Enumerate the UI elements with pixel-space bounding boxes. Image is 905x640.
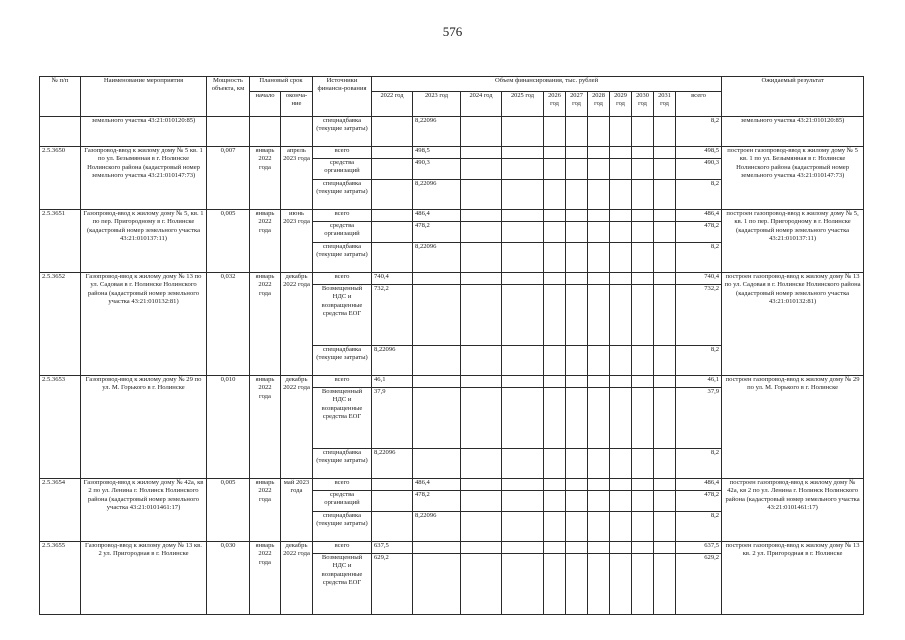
header-volume: Объем финансирования, тыс. рублей bbox=[372, 77, 722, 92]
cell-empty bbox=[654, 273, 676, 285]
cell-empty bbox=[502, 512, 544, 542]
cell-value bbox=[372, 210, 413, 222]
cell-empty bbox=[461, 554, 502, 615]
cell-total: 37,9 bbox=[676, 388, 722, 449]
table-row bbox=[40, 210, 864, 222]
cell-empty bbox=[544, 159, 566, 180]
cell-empty bbox=[544, 243, 566, 273]
cell-empty bbox=[632, 376, 654, 388]
cell-empty bbox=[610, 479, 632, 491]
cell-empty bbox=[544, 180, 566, 210]
cell-empty bbox=[502, 222, 544, 243]
cell-empty bbox=[632, 512, 654, 542]
cell-empty bbox=[461, 388, 502, 449]
cell-empty bbox=[502, 147, 544, 159]
cell-num: 2.5.3652 bbox=[40, 273, 81, 376]
cell-empty bbox=[566, 376, 588, 388]
cell-total: 629,2 bbox=[676, 554, 722, 615]
cell-empty bbox=[588, 554, 610, 615]
cell-value bbox=[413, 388, 461, 449]
cell-empty bbox=[588, 388, 610, 449]
cell-value bbox=[372, 180, 413, 210]
cell-value: 8,22096 bbox=[413, 180, 461, 210]
cell-empty bbox=[566, 479, 588, 491]
header-result: Ожидаемый результат bbox=[722, 77, 864, 117]
cell-name: Газопровод-ввод к жилому дому № 13 кв. 2 ул. Пригородная в г. Нолинске bbox=[81, 542, 207, 615]
header-year: 2028 год bbox=[588, 92, 610, 117]
cell-source: спецнадбавка (текущие затраты) bbox=[313, 449, 372, 479]
cell-empty bbox=[566, 159, 588, 180]
cell-empty bbox=[544, 273, 566, 285]
cell-empty bbox=[654, 376, 676, 388]
cell-name: земельного участка 43:21:010120:85) bbox=[81, 117, 207, 147]
cell-empty bbox=[566, 210, 588, 222]
table-row bbox=[40, 479, 864, 491]
cell-empty bbox=[654, 147, 676, 159]
cell-value bbox=[372, 479, 413, 491]
cell-source: спецнадбавка (текущие затраты) bbox=[313, 512, 372, 542]
cell-source: всего bbox=[313, 273, 372, 285]
cell-empty bbox=[461, 479, 502, 491]
cell-empty bbox=[632, 542, 654, 554]
cell-empty bbox=[544, 512, 566, 542]
cell-start: январь 2022 года bbox=[250, 479, 281, 542]
cell-empty bbox=[566, 512, 588, 542]
cell-value: 37,9 bbox=[372, 388, 413, 449]
table-row bbox=[40, 117, 864, 147]
cell-empty bbox=[588, 491, 610, 512]
cell-source: Возмещенный НДС и возвращенные средства ЕОГ bbox=[313, 388, 372, 449]
cell-empty bbox=[461, 512, 502, 542]
cell-empty bbox=[588, 449, 610, 479]
cell-empty bbox=[654, 222, 676, 243]
cell-empty bbox=[588, 159, 610, 180]
cell-empty bbox=[632, 243, 654, 273]
cell-value bbox=[372, 222, 413, 243]
cell-empty bbox=[544, 554, 566, 615]
header-capacity: Мощность объекта, км bbox=[207, 77, 250, 117]
cell-empty bbox=[632, 388, 654, 449]
cell-start: январь 2022 года bbox=[250, 210, 281, 273]
cell-empty bbox=[566, 273, 588, 285]
cell-value: 8,22096 bbox=[413, 512, 461, 542]
cell-empty bbox=[632, 491, 654, 512]
cell-empty bbox=[632, 554, 654, 615]
cell-source: всего bbox=[313, 210, 372, 222]
cell-empty bbox=[632, 285, 654, 346]
cell-empty bbox=[610, 222, 632, 243]
cell-source: спецнадбавка (текущие затраты) bbox=[313, 180, 372, 210]
cell-total: 486,4 bbox=[676, 479, 722, 491]
cell-empty bbox=[544, 210, 566, 222]
cell-total: 8,2 bbox=[676, 243, 722, 273]
cell-empty bbox=[610, 491, 632, 512]
header-year: 2024 год bbox=[461, 92, 502, 117]
cell-empty bbox=[632, 222, 654, 243]
cell-capacity: 0,007 bbox=[207, 147, 250, 210]
cell-source: спецнадбавка (текущие затраты) bbox=[313, 117, 372, 147]
cell-empty bbox=[566, 243, 588, 273]
cell-empty bbox=[544, 388, 566, 449]
cell-empty bbox=[610, 346, 632, 376]
cell-start: январь 2022 года bbox=[250, 147, 281, 210]
cell-num: 2.5.3655 bbox=[40, 542, 81, 615]
cell-empty bbox=[502, 210, 544, 222]
cell-value bbox=[372, 243, 413, 273]
cell-total: 740,4 bbox=[676, 273, 722, 285]
table-row bbox=[40, 147, 864, 159]
cell-end: декабрь 2022 года bbox=[281, 376, 313, 479]
header-year: 2030 год bbox=[632, 92, 654, 117]
cell-empty bbox=[588, 512, 610, 542]
cell-empty bbox=[544, 542, 566, 554]
cell-total: 46,1 bbox=[676, 376, 722, 388]
cell-value: 490,3 bbox=[413, 159, 461, 180]
cell-start: январь 2022 года bbox=[250, 542, 281, 615]
header-name: Наименование мероприятия bbox=[81, 77, 207, 117]
cell-empty bbox=[544, 479, 566, 491]
cell-total: 8,2 bbox=[676, 512, 722, 542]
cell-empty bbox=[654, 512, 676, 542]
cell-source: средства организаций bbox=[313, 159, 372, 180]
cell-empty bbox=[502, 180, 544, 210]
cell-empty bbox=[632, 147, 654, 159]
cell-value: 732,2 bbox=[372, 285, 413, 346]
table-row bbox=[40, 376, 864, 388]
cell-empty bbox=[654, 285, 676, 346]
cell-empty bbox=[610, 210, 632, 222]
cell-value bbox=[372, 491, 413, 512]
cell-empty bbox=[588, 147, 610, 159]
header-year: 2031 год bbox=[654, 92, 676, 117]
cell-result: построен газопровод-ввод к жилому дому № 5 кв. 1 по ул. Безымянная в г. Нолинске Нолинского района (кадастровый номер земельного участка 43:21:010147:73) bbox=[722, 147, 864, 210]
cell-name: Газопровод-ввод к жилому дому № 13 по ул. Садовая в г. Нолинске Нолинского района (кадастровый номер земельного участка 43:21:010132:81) bbox=[81, 273, 207, 376]
cell-source: спецнадбавка (текущие затраты) bbox=[313, 243, 372, 273]
cell-total: 490,3 bbox=[676, 159, 722, 180]
cell-empty bbox=[461, 285, 502, 346]
cell-value: 8,22096 bbox=[372, 346, 413, 376]
cell-empty bbox=[632, 449, 654, 479]
cell-empty bbox=[502, 449, 544, 479]
page-number: 576 bbox=[442, 24, 463, 39]
cell-source: спецнадбавка (текущие затраты) bbox=[313, 346, 372, 376]
cell-empty bbox=[610, 554, 632, 615]
cell-empty bbox=[461, 243, 502, 273]
cell-empty bbox=[654, 243, 676, 273]
cell-empty bbox=[544, 449, 566, 479]
cell-value: 486,4 bbox=[413, 479, 461, 491]
cell-value: 478,2 bbox=[413, 222, 461, 243]
cell-empty bbox=[461, 491, 502, 512]
cell-end: апрель 2023 года bbox=[281, 147, 313, 210]
cell-empty bbox=[610, 180, 632, 210]
cell-empty bbox=[654, 159, 676, 180]
cell-end: декабрь 2022 года bbox=[281, 542, 313, 615]
cell-empty bbox=[566, 388, 588, 449]
cell-empty bbox=[632, 159, 654, 180]
cell-source: всего bbox=[313, 147, 372, 159]
cell-start: январь 2022 года bbox=[250, 376, 281, 479]
cell-empty bbox=[588, 180, 610, 210]
cell-value: 46,1 bbox=[372, 376, 413, 388]
header-end: оконча-ние bbox=[281, 92, 313, 117]
cell-empty bbox=[566, 554, 588, 615]
cell-empty bbox=[632, 479, 654, 491]
header-year: 2025 год bbox=[502, 92, 544, 117]
cell-empty bbox=[632, 210, 654, 222]
cell-result: построен газопровод-ввод к жилому дому № 42а, кв 2 по ул. Ленина г. Нолинск Нолинского района (кадастровый номер земельного участка 43:21:0101461:17) bbox=[722, 479, 864, 542]
cell-total: 8,2 bbox=[676, 180, 722, 210]
cell-value: 740,4 bbox=[372, 273, 413, 285]
header-planned-term: Плановый срок bbox=[250, 77, 313, 92]
cell-empty bbox=[461, 449, 502, 479]
cell-empty bbox=[588, 346, 610, 376]
cell-total: 486,4 bbox=[676, 210, 722, 222]
cell-capacity: 0,032 bbox=[207, 273, 250, 376]
cell-value bbox=[413, 346, 461, 376]
cell-value bbox=[413, 449, 461, 479]
cell-result: построен газопровод-ввод к жилому дому № 13 по ул. Садовая в г. Нолинске Нолинского района (кадастровый номер земельного участка 43:21:010132:81) bbox=[722, 273, 864, 376]
cell-empty bbox=[654, 491, 676, 512]
header-year: 2026 год bbox=[544, 92, 566, 117]
cell-empty bbox=[461, 376, 502, 388]
cell-empty bbox=[544, 147, 566, 159]
cell-result: построен газопровод-ввод к жилому дому № 29 по ул. М. Горького в г. Нолинске bbox=[722, 376, 864, 479]
cell-empty bbox=[654, 388, 676, 449]
cell-empty bbox=[502, 479, 544, 491]
cell-empty bbox=[610, 243, 632, 273]
cell-end: декабрь 2022 года bbox=[281, 273, 313, 376]
cell-value bbox=[413, 376, 461, 388]
cell-empty bbox=[610, 388, 632, 449]
cell-empty bbox=[502, 346, 544, 376]
cell-capacity: 0,010 bbox=[207, 376, 250, 479]
cell-empty bbox=[502, 542, 544, 554]
cell-empty bbox=[502, 388, 544, 449]
cell-value: 637,5 bbox=[372, 542, 413, 554]
table-row bbox=[40, 542, 864, 554]
cell-empty bbox=[610, 273, 632, 285]
cell-empty bbox=[654, 449, 676, 479]
cell-value bbox=[413, 273, 461, 285]
cell-empty bbox=[461, 542, 502, 554]
cell-total: 478,2 bbox=[676, 491, 722, 512]
cell-empty bbox=[566, 180, 588, 210]
cell-value bbox=[413, 542, 461, 554]
cell-value: 498,5 bbox=[413, 147, 461, 159]
cell-total: 8,2 bbox=[676, 117, 722, 147]
cell-total: 8,2 bbox=[676, 346, 722, 376]
cell-start: январь 2022 года bbox=[250, 273, 281, 376]
cell-empty bbox=[566, 147, 588, 159]
cell-name: Газопровод-ввод к жилому дому № 42а, кв 2 по ул. Ленина г. Нолинск Нолинского района (кадастровый номер земельного участка 43:21:0101461:17) bbox=[81, 479, 207, 542]
cell-source: Возмещенный НДС и возвращенные средства ЕОГ bbox=[313, 554, 372, 615]
cell-empty bbox=[544, 376, 566, 388]
cell-empty bbox=[502, 243, 544, 273]
financing-table bbox=[39, 76, 864, 615]
cell-empty bbox=[461, 273, 502, 285]
header-source: Источники финанси-рования bbox=[313, 77, 372, 117]
cell-empty bbox=[502, 554, 544, 615]
cell-empty bbox=[654, 554, 676, 615]
cell-empty bbox=[544, 222, 566, 243]
cell-capacity: 0,030 bbox=[207, 542, 250, 615]
cell-empty bbox=[654, 346, 676, 376]
cell-name: Газопровод-ввод к жилому дому № 29 по ул. М. Горького в г. Нолинске bbox=[81, 376, 207, 479]
cell-num: 2.5.3650 bbox=[40, 147, 81, 210]
cell-empty bbox=[544, 285, 566, 346]
cell-value: 8,22096 bbox=[413, 243, 461, 273]
cell-name: Газопровод-ввод к жилому дому № 5, кв. 1 по пер. Пригородному в г. Нолинске (кадастровый номер земельного участка 43:21:010137:11) bbox=[81, 210, 207, 273]
cell-empty bbox=[588, 479, 610, 491]
cell-value: 486,4 bbox=[413, 210, 461, 222]
header-year: 2022 год bbox=[372, 92, 413, 117]
cell-source: всего bbox=[313, 376, 372, 388]
cell-total: 637,5 bbox=[676, 542, 722, 554]
cell-value bbox=[372, 147, 413, 159]
cell-end: май 2023 года bbox=[281, 479, 313, 542]
cell-name: Газопровод-ввод к жилому дому № 5 кв. 1 по ул. Безымянная в г. Нолинске Нолинского района (кадастровый номер земельного участка 43:21:010147:73) bbox=[81, 147, 207, 210]
cell-num: 2.5.3653 bbox=[40, 376, 81, 479]
cell-empty bbox=[588, 210, 610, 222]
cell-empty bbox=[461, 222, 502, 243]
cell-source: Возмещенный НДС и возвращенные средства ЕОГ bbox=[313, 285, 372, 346]
cell-empty bbox=[588, 542, 610, 554]
cell-result: земельного участка 43:21:010120:85) bbox=[722, 117, 864, 147]
cell-empty bbox=[654, 542, 676, 554]
cell-num: 2.5.3654 bbox=[40, 479, 81, 542]
cell-empty bbox=[610, 512, 632, 542]
cell-empty bbox=[566, 449, 588, 479]
header-year: 2027 год bbox=[566, 92, 588, 117]
cell-empty bbox=[588, 273, 610, 285]
cell-empty bbox=[632, 273, 654, 285]
cell-empty bbox=[588, 376, 610, 388]
cell-empty bbox=[502, 159, 544, 180]
cell-empty bbox=[544, 346, 566, 376]
cell-empty bbox=[610, 449, 632, 479]
cell-value bbox=[413, 285, 461, 346]
cell-empty bbox=[610, 159, 632, 180]
cell-result: построен газопровод-ввод к жилому дому № 13 кв. 2 ул. Пригородная в г. Нолинске bbox=[722, 542, 864, 615]
cell-value: 629,2 bbox=[372, 554, 413, 615]
cell-value: 8,22096 bbox=[413, 117, 461, 147]
cell-empty bbox=[654, 210, 676, 222]
cell-empty bbox=[461, 147, 502, 159]
header-total: всего bbox=[676, 92, 722, 117]
cell-empty bbox=[461, 210, 502, 222]
cell-empty bbox=[502, 273, 544, 285]
cell-total: 732,2 bbox=[676, 285, 722, 346]
cell-num: 2.5.3651 bbox=[40, 210, 81, 273]
cell-empty bbox=[502, 285, 544, 346]
cell-total: 478,2 bbox=[676, 222, 722, 243]
cell-empty bbox=[610, 285, 632, 346]
cell-value bbox=[372, 512, 413, 542]
cell-empty bbox=[544, 491, 566, 512]
cell-value bbox=[413, 554, 461, 615]
header-year: 2029 год bbox=[610, 92, 632, 117]
cell-capacity: 0,005 bbox=[207, 210, 250, 273]
cell-empty bbox=[566, 285, 588, 346]
header-year: 2023 год bbox=[413, 92, 461, 117]
cell-empty bbox=[566, 222, 588, 243]
cell-empty bbox=[588, 243, 610, 273]
cell-empty bbox=[461, 346, 502, 376]
cell-source: средства организаций bbox=[313, 222, 372, 243]
table-row bbox=[40, 273, 864, 285]
cell-value: 478,2 bbox=[413, 491, 461, 512]
cell-empty bbox=[632, 180, 654, 210]
cell-empty bbox=[654, 479, 676, 491]
table-body bbox=[40, 117, 864, 615]
cell-value: 8,22096 bbox=[372, 449, 413, 479]
cell-empty bbox=[610, 376, 632, 388]
cell-empty bbox=[610, 542, 632, 554]
cell-empty bbox=[461, 159, 502, 180]
cell-empty bbox=[588, 222, 610, 243]
header-start: начало bbox=[250, 92, 281, 117]
cell-empty bbox=[461, 180, 502, 210]
cell-empty bbox=[632, 346, 654, 376]
cell-empty bbox=[588, 285, 610, 346]
cell-result: построен газопровод-ввод к жилому дому № 5, кв. 1 по пер. Пригородному в г. Нолинске (кадастровый номер земельного участка 43:21:010137:11) bbox=[722, 210, 864, 273]
cell-capacity: 0,005 bbox=[207, 479, 250, 542]
cell-value bbox=[372, 159, 413, 180]
cell-total: 8,2 bbox=[676, 449, 722, 479]
cell-empty bbox=[566, 491, 588, 512]
header-num: № п/п bbox=[40, 77, 81, 117]
cell-total: 498,5 bbox=[676, 147, 722, 159]
cell-empty bbox=[566, 542, 588, 554]
cell-source: средства организаций bbox=[313, 491, 372, 512]
cell-end: июнь 2023 года bbox=[281, 210, 313, 273]
cell-empty bbox=[502, 376, 544, 388]
cell-source: всего bbox=[313, 542, 372, 554]
cell-empty bbox=[502, 491, 544, 512]
cell-empty bbox=[566, 346, 588, 376]
cell-empty bbox=[610, 147, 632, 159]
cell-empty bbox=[654, 180, 676, 210]
cell-source: всего bbox=[313, 479, 372, 491]
